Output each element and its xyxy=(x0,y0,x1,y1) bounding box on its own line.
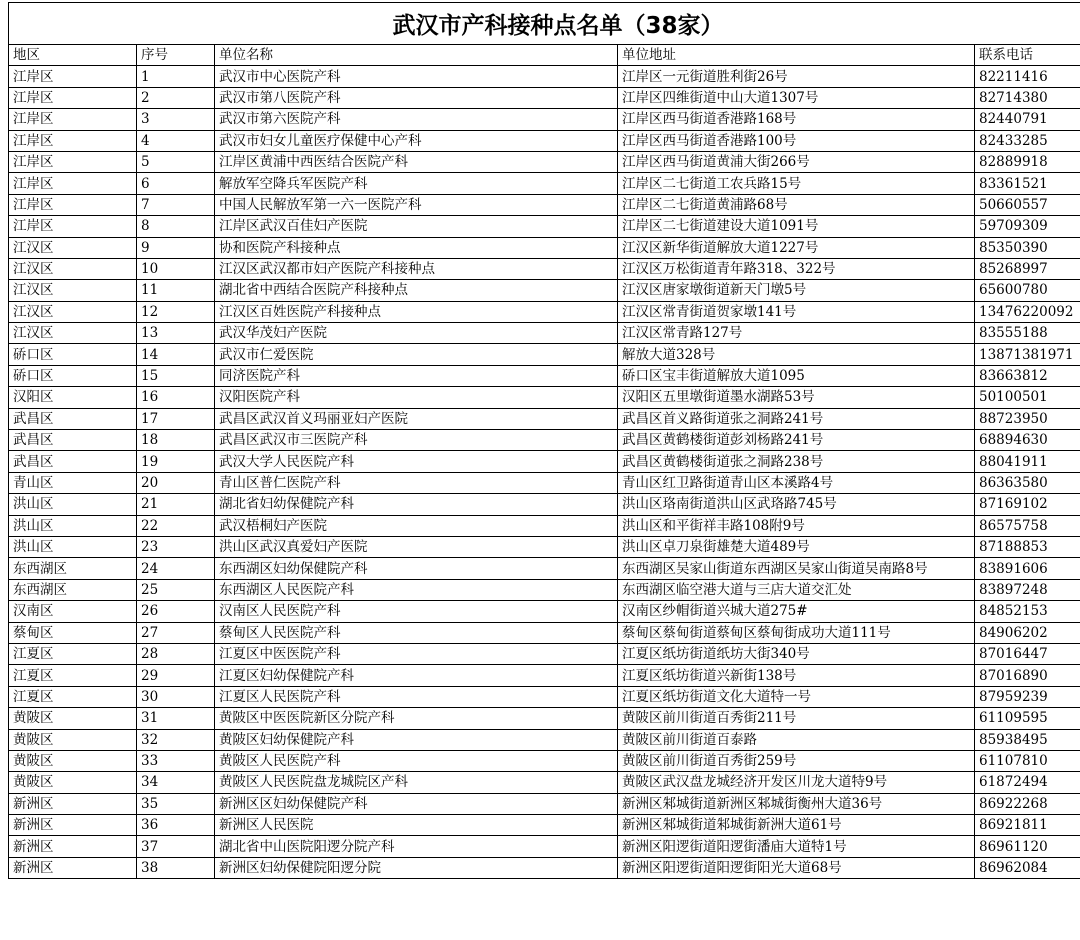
cell-index: 23 xyxy=(137,536,215,557)
cell-district: 江汉区 xyxy=(9,280,137,301)
cell-phone: 50660557 xyxy=(975,194,1080,215)
cell-unit-address: 硚口区宝丰街道解放大道1095 xyxy=(618,365,975,386)
table-row xyxy=(9,344,1080,365)
cell-phone: 86921811 xyxy=(975,815,1080,836)
cell-district: 硚口区 xyxy=(9,365,137,386)
cell-unit-address: 黄陂区前川街道百泰路 xyxy=(618,729,975,750)
cell-phone: 59709309 xyxy=(975,216,1080,237)
cell-unit-name: 洪山区武汉真爱妇产医院 xyxy=(215,536,618,557)
table-row xyxy=(9,66,1080,87)
cell-district: 江夏区 xyxy=(9,643,137,664)
cell-unit-name: 黄陂区中医医院新区分院产科 xyxy=(215,708,618,729)
cell-unit-name: 江夏区人民医院产科 xyxy=(215,686,618,707)
cell-district: 江岸区 xyxy=(9,130,137,151)
cell-unit-address: 江岸区一元街道胜利街26号 xyxy=(618,66,975,87)
cell-unit-name: 武汉市妇女儿童医疗保健中心产科 xyxy=(215,130,618,151)
cell-unit-address: 江汉区万松街道青年路318、322号 xyxy=(618,258,975,279)
cell-phone: 88041911 xyxy=(975,451,1080,472)
cell-district: 汉南区 xyxy=(9,601,137,622)
cell-unit-address: 新洲区邾城街道邾城街新洲大道61号 xyxy=(618,815,975,836)
cell-index: 26 xyxy=(137,601,215,622)
cell-index: 3 xyxy=(137,109,215,130)
cell-unit-name: 江汉区武汉都市妇产医院产科接种点 xyxy=(215,258,618,279)
cell-unit-name: 中国人民解放军第一六一医院产科 xyxy=(215,194,618,215)
cell-unit-name: 武昌区武汉首义玛丽亚妇产医院 xyxy=(215,408,618,429)
cell-phone: 65600780 xyxy=(975,280,1080,301)
table-row xyxy=(9,750,1080,771)
cell-unit-address: 洪山区珞南街道洪山区武珞路745号 xyxy=(618,494,975,515)
header-index: 序号 xyxy=(137,45,215,66)
table-row xyxy=(9,622,1080,643)
cell-index: 36 xyxy=(137,815,215,836)
table-row xyxy=(9,408,1080,429)
cell-index: 22 xyxy=(137,515,215,536)
cell-unit-name: 江夏区妇幼保健院产科 xyxy=(215,665,618,686)
table-row xyxy=(9,258,1080,279)
cell-phone: 86962084 xyxy=(975,857,1080,878)
table-row xyxy=(9,472,1080,493)
cell-unit-name: 新洲区人民医院 xyxy=(215,815,618,836)
table-row xyxy=(9,451,1080,472)
cell-phone: 13871381971 xyxy=(975,344,1080,365)
cell-index: 27 xyxy=(137,622,215,643)
cell-unit-name: 江岸区武汉百佳妇产医院 xyxy=(215,216,618,237)
cell-district: 东西湖区 xyxy=(9,558,137,579)
header-row xyxy=(9,45,1080,66)
cell-district: 蔡甸区 xyxy=(9,622,137,643)
cell-unit-address: 江岸区二七街道工农兵路15号 xyxy=(618,173,975,194)
cell-phone: 85268997 xyxy=(975,258,1080,279)
cell-unit-address: 洪山区和平街祥丰路108附9号 xyxy=(618,515,975,536)
cell-district: 武昌区 xyxy=(9,451,137,472)
cell-district: 江岸区 xyxy=(9,216,137,237)
cell-unit-address: 汉阳区五里墩街道墨水湖路53号 xyxy=(618,387,975,408)
cell-unit-address: 江岸区二七街道黄浦路68号 xyxy=(618,194,975,215)
cell-unit-name: 黄陂区人民医院产科 xyxy=(215,750,618,771)
cell-index: 19 xyxy=(137,451,215,472)
cell-index: 16 xyxy=(137,387,215,408)
cell-district: 江岸区 xyxy=(9,109,137,130)
cell-phone: 61107810 xyxy=(975,750,1080,771)
cell-unit-name: 汉南区人民医院产科 xyxy=(215,601,618,622)
cell-unit-name: 湖北省中西结合医院产科接种点 xyxy=(215,280,618,301)
cell-district: 黄陂区 xyxy=(9,708,137,729)
cell-phone: 61109595 xyxy=(975,708,1080,729)
cell-district: 江汉区 xyxy=(9,323,137,344)
cell-phone: 88723950 xyxy=(975,408,1080,429)
table-row xyxy=(9,323,1080,344)
cell-unit-name: 蔡甸区人民医院产科 xyxy=(215,622,618,643)
cell-phone: 83891606 xyxy=(975,558,1080,579)
cell-unit-name: 汉阳医院产科 xyxy=(215,387,618,408)
cell-index: 33 xyxy=(137,750,215,771)
cell-unit-address: 江岸区西马街道香港路100号 xyxy=(618,130,975,151)
cell-index: 2 xyxy=(137,87,215,108)
table-body xyxy=(9,66,1080,879)
cell-district: 江汉区 xyxy=(9,258,137,279)
cell-unit-address: 江夏区纸坊街道兴新街138号 xyxy=(618,665,975,686)
table-row xyxy=(9,815,1080,836)
cell-unit-address: 江汉区常青街道贺家墩141号 xyxy=(618,301,975,322)
cell-unit-address: 江岸区西马街道黄浦大街266号 xyxy=(618,151,975,172)
table-row xyxy=(9,130,1080,151)
header-district: 地区 xyxy=(9,45,137,66)
cell-phone: 82433285 xyxy=(975,130,1080,151)
cell-district: 江夏区 xyxy=(9,665,137,686)
cell-phone: 87016447 xyxy=(975,643,1080,664)
cell-index: 37 xyxy=(137,836,215,857)
header-phone: 联系电话 xyxy=(975,45,1080,66)
cell-district: 汉阳区 xyxy=(9,387,137,408)
cell-district: 新洲区 xyxy=(9,836,137,857)
cell-unit-address: 蔡甸区蔡甸街道蔡甸区蔡甸街成功大道111号 xyxy=(618,622,975,643)
cell-phone: 86922268 xyxy=(975,793,1080,814)
cell-index: 30 xyxy=(137,686,215,707)
cell-unit-name: 东西湖区人民医院产科 xyxy=(215,579,618,600)
table-row xyxy=(9,836,1080,857)
cell-unit-address: 新洲区阳逻街道阳逻街阳光大道68号 xyxy=(618,857,975,878)
cell-unit-name: 新洲区区妇幼保健院产科 xyxy=(215,793,618,814)
cell-phone: 86961120 xyxy=(975,836,1080,857)
cell-unit-address: 汉南区纱帽街道兴城大道275# xyxy=(618,601,975,622)
cell-unit-address: 江岸区四维街道中山大道1307号 xyxy=(618,87,975,108)
cell-index: 7 xyxy=(137,194,215,215)
cell-unit-address: 江汉区新华街道解放大道1227号 xyxy=(618,237,975,258)
cell-unit-address: 江汉区常青路127号 xyxy=(618,323,975,344)
cell-phone: 86363580 xyxy=(975,472,1080,493)
cell-index: 8 xyxy=(137,216,215,237)
cell-unit-address: 江岸区二七街道建设大道1091号 xyxy=(618,216,975,237)
cell-phone: 83897248 xyxy=(975,579,1080,600)
cell-unit-address: 黄陂区前川街道百秀街259号 xyxy=(618,750,975,771)
table-row xyxy=(9,173,1080,194)
cell-unit-name: 同济医院产科 xyxy=(215,365,618,386)
table-row xyxy=(9,793,1080,814)
table-row xyxy=(9,601,1080,622)
cell-district: 黄陂区 xyxy=(9,750,137,771)
cell-district: 青山区 xyxy=(9,472,137,493)
vaccination-sheet xyxy=(8,2,1080,879)
cell-unit-address: 江汉区唐家墩街道新天门墩5号 xyxy=(618,280,975,301)
cell-unit-address: 东西湖区吴家山街道东西湖区吴家山街道吴南路8号 xyxy=(618,558,975,579)
cell-district: 武昌区 xyxy=(9,408,137,429)
cell-unit-name: 武汉市第八医院产科 xyxy=(215,87,618,108)
cell-unit-name: 武汉华茂妇产医院 xyxy=(215,323,618,344)
cell-district: 硚口区 xyxy=(9,344,137,365)
cell-phone: 82440791 xyxy=(975,109,1080,130)
cell-district: 黄陂区 xyxy=(9,772,137,793)
cell-district: 洪山区 xyxy=(9,494,137,515)
table-row xyxy=(9,643,1080,664)
cell-unit-name: 江岸区黄浦中西医结合医院产科 xyxy=(215,151,618,172)
table-row xyxy=(9,430,1080,451)
table-row xyxy=(9,579,1080,600)
cell-district: 江岸区 xyxy=(9,87,137,108)
cell-unit-name: 江汉区百姓医院产科接种点 xyxy=(215,301,618,322)
table-row xyxy=(9,536,1080,557)
cell-index: 25 xyxy=(137,579,215,600)
cell-index: 11 xyxy=(137,280,215,301)
header-unit-address: 单位地址 xyxy=(618,45,975,66)
cell-index: 24 xyxy=(137,558,215,579)
cell-index: 5 xyxy=(137,151,215,172)
cell-unit-name: 青山区普仁医院产科 xyxy=(215,472,618,493)
cell-index: 28 xyxy=(137,643,215,664)
cell-unit-name: 湖北省中山医院阳逻分院产科 xyxy=(215,836,618,857)
table-row xyxy=(9,387,1080,408)
cell-phone: 85350390 xyxy=(975,237,1080,258)
cell-index: 12 xyxy=(137,301,215,322)
cell-district: 江岸区 xyxy=(9,151,137,172)
table-row xyxy=(9,151,1080,172)
table-row xyxy=(9,558,1080,579)
table-row xyxy=(9,515,1080,536)
cell-index: 1 xyxy=(137,66,215,87)
cell-district: 江岸区 xyxy=(9,194,137,215)
cell-unit-address: 江夏区纸坊街道纸坊大街340号 xyxy=(618,643,975,664)
cell-unit-address: 新洲区阳逻街道阳逻街潘庙大道特1号 xyxy=(618,836,975,857)
cell-index: 14 xyxy=(137,344,215,365)
cell-unit-address: 青山区红卫路街道青山区本溪路4号 xyxy=(618,472,975,493)
table-row xyxy=(9,665,1080,686)
cell-district: 新洲区 xyxy=(9,793,137,814)
cell-district: 江岸区 xyxy=(9,66,137,87)
cell-unit-name: 黄陂区人民医院盘龙城院区产科 xyxy=(215,772,618,793)
cell-index: 17 xyxy=(137,408,215,429)
sheet-title: 武汉市产科接种点名单（38家） xyxy=(8,2,1080,44)
cell-phone: 82211416 xyxy=(975,66,1080,87)
cell-unit-name: 武汉大学人民医院产科 xyxy=(215,451,618,472)
cell-unit-address: 洪山区卓刀泉街雄楚大道489号 xyxy=(618,536,975,557)
cell-phone: 87016890 xyxy=(975,665,1080,686)
cell-index: 10 xyxy=(137,258,215,279)
cell-unit-address: 黄陂区前川街道百秀街211号 xyxy=(618,708,975,729)
cell-unit-address: 武昌区首义路街道张之洞路241号 xyxy=(618,408,975,429)
cell-district: 江汉区 xyxy=(9,237,137,258)
cell-district: 武昌区 xyxy=(9,430,137,451)
cell-unit-name: 武汉梧桐妇产医院 xyxy=(215,515,618,536)
table-row xyxy=(9,109,1080,130)
cell-index: 34 xyxy=(137,772,215,793)
cell-unit-address: 武昌区黄鹤楼街道张之洞路238号 xyxy=(618,451,975,472)
cell-unit-address: 武昌区黄鹤楼街道彭刘杨路241号 xyxy=(618,430,975,451)
table-row xyxy=(9,772,1080,793)
cell-unit-address: 新洲区邾城街道新洲区邾城街衡州大道36号 xyxy=(618,793,975,814)
cell-phone: 61872494 xyxy=(975,772,1080,793)
cell-unit-name: 武汉市仁爱医院 xyxy=(215,344,618,365)
cell-district: 洪山区 xyxy=(9,536,137,557)
cell-index: 35 xyxy=(137,793,215,814)
cell-unit-name: 武昌区武汉市三医院产科 xyxy=(215,430,618,451)
table-row xyxy=(9,729,1080,750)
cell-phone: 87169102 xyxy=(975,494,1080,515)
cell-index: 38 xyxy=(137,857,215,878)
cell-unit-address: 江岸区西马街道香港路168号 xyxy=(618,109,975,130)
table-row xyxy=(9,301,1080,322)
table-row xyxy=(9,708,1080,729)
table-row xyxy=(9,194,1080,215)
cell-phone: 68894630 xyxy=(975,430,1080,451)
cell-index: 29 xyxy=(137,665,215,686)
table-row xyxy=(9,280,1080,301)
cell-index: 32 xyxy=(137,729,215,750)
cell-phone: 83555188 xyxy=(975,323,1080,344)
cell-phone: 82889918 xyxy=(975,151,1080,172)
cell-unit-name: 湖北省妇幼保健院产科 xyxy=(215,494,618,515)
cell-phone: 84852153 xyxy=(975,601,1080,622)
cell-unit-name: 武汉市第六医院产科 xyxy=(215,109,618,130)
cell-unit-address: 解放大道328号 xyxy=(618,344,975,365)
cell-index: 6 xyxy=(137,173,215,194)
cell-phone: 87959239 xyxy=(975,686,1080,707)
cell-phone: 86575758 xyxy=(975,515,1080,536)
cell-phone: 82714380 xyxy=(975,87,1080,108)
cell-phone: 50100501 xyxy=(975,387,1080,408)
cell-index: 21 xyxy=(137,494,215,515)
cell-district: 江夏区 xyxy=(9,686,137,707)
cell-unit-name: 黄陂区妇幼保健院产科 xyxy=(215,729,618,750)
cell-index: 18 xyxy=(137,430,215,451)
cell-unit-address: 黄陂区武汉盘龙城经济开发区川龙大道特9号 xyxy=(618,772,975,793)
cell-phone: 85938495 xyxy=(975,729,1080,750)
cell-unit-name: 东西湖区妇幼保健院产科 xyxy=(215,558,618,579)
cell-index: 4 xyxy=(137,130,215,151)
cell-district: 东西湖区 xyxy=(9,579,137,600)
cell-unit-name: 协和医院产科接种点 xyxy=(215,237,618,258)
cell-phone: 84906202 xyxy=(975,622,1080,643)
cell-district: 洪山区 xyxy=(9,515,137,536)
table-row xyxy=(9,216,1080,237)
cell-unit-name: 江夏区中医医院产科 xyxy=(215,643,618,664)
cell-district: 江岸区 xyxy=(9,173,137,194)
cell-index: 9 xyxy=(137,237,215,258)
cell-unit-name: 武汉市中心医院产科 xyxy=(215,66,618,87)
cell-unit-address: 东西湖区临空港大道与三店大道交汇处 xyxy=(618,579,975,600)
cell-district: 新洲区 xyxy=(9,857,137,878)
cell-unit-name: 新洲区妇幼保健院阳逻分院 xyxy=(215,857,618,878)
table-row xyxy=(9,857,1080,878)
table-row xyxy=(9,365,1080,386)
clinic-table xyxy=(8,44,1080,879)
cell-index: 15 xyxy=(137,365,215,386)
table-row xyxy=(9,237,1080,258)
cell-phone: 83361521 xyxy=(975,173,1080,194)
cell-district: 江汉区 xyxy=(9,301,137,322)
cell-unit-name: 解放军空降兵军医院产科 xyxy=(215,173,618,194)
table-row xyxy=(9,494,1080,515)
cell-unit-address: 江夏区纸坊街道文化大道特一号 xyxy=(618,686,975,707)
header-unit-name: 单位名称 xyxy=(215,45,618,66)
cell-phone: 13476220092 xyxy=(975,301,1080,322)
cell-phone: 87188853 xyxy=(975,536,1080,557)
cell-index: 31 xyxy=(137,708,215,729)
table-row xyxy=(9,686,1080,707)
cell-index: 13 xyxy=(137,323,215,344)
cell-phone: 83663812 xyxy=(975,365,1080,386)
cell-index: 20 xyxy=(137,472,215,493)
cell-district: 新洲区 xyxy=(9,815,137,836)
table-row xyxy=(9,87,1080,108)
cell-district: 黄陂区 xyxy=(9,729,137,750)
